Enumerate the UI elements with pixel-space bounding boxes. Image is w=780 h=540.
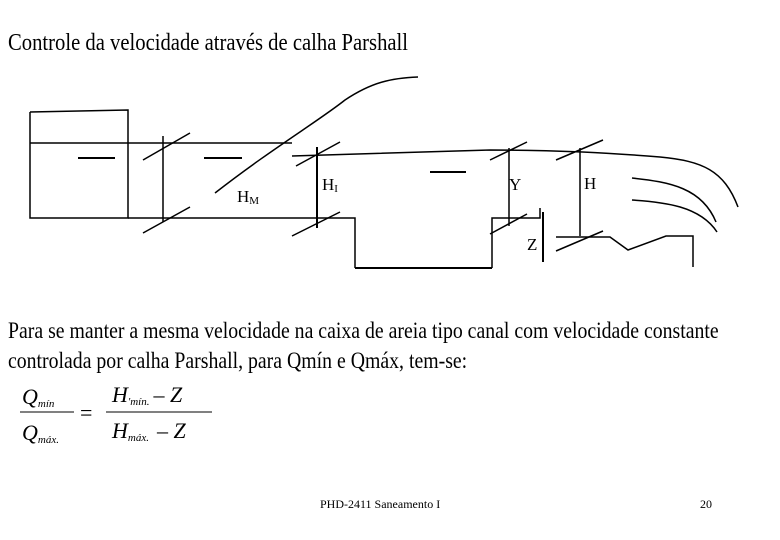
label-y: Y <box>509 175 522 194</box>
tank-outline <box>30 110 128 218</box>
paragraph-line: Para se manter a mesma velocidade na caixa de areia tipo canal com velocidade constante <box>8 318 719 343</box>
label-hm: HM <box>237 187 260 207</box>
velocity-ratio-formula <box>14 376 224 456</box>
label-h: H <box>584 174 597 193</box>
label-z: Z <box>527 235 538 254</box>
label-hi: HI <box>322 175 338 195</box>
slide-title: Controle da velocidade através de calha Parshall <box>8 30 409 56</box>
formula-q-min: Qmín <box>22 384 55 410</box>
explanation-paragraph <box>8 316 719 376</box>
footer-course: PHD-2411 Saneamento I <box>320 497 441 511</box>
downstream-weir <box>556 236 693 267</box>
formula-equals: = <box>80 400 93 425</box>
channel-bottom <box>318 218 355 268</box>
paragraph-line: controlada por calha Parshall, para Qmín e Qmáx, tem-se: <box>8 348 468 373</box>
formula-h-max: Hmáx. – Z <box>112 418 186 444</box>
page-number: 20 <box>700 497 712 511</box>
formula-h-min: H'mín. – Z <box>112 382 183 408</box>
nappe-curve <box>632 178 716 222</box>
nappe-curve <box>632 200 717 232</box>
formula-q-max: Qmáx. <box>22 420 59 446</box>
